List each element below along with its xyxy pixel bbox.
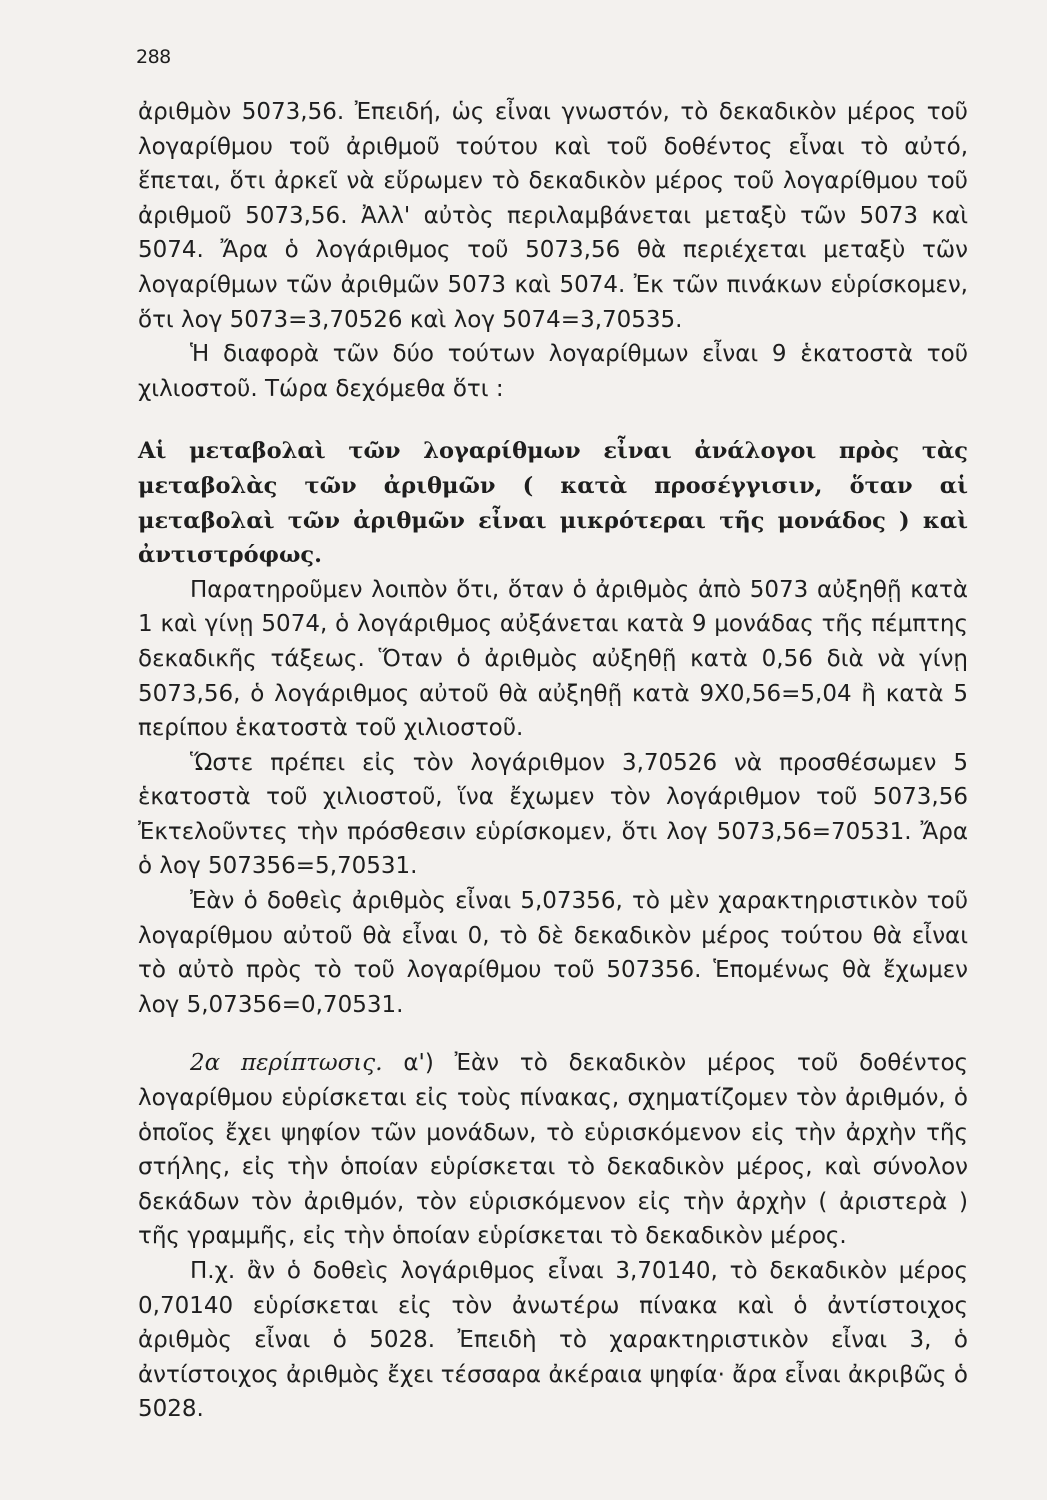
- page-number: 288: [136, 46, 171, 68]
- paragraph-characteristic: Ἐὰν ὁ δοθεὶς ἀριθμὸς εἶναι 5,07356, τὸ μὲν χαρακτηριστικὸν τοῦ λογαρίθμου αὐτοῦ θὰ εἶναι 0, τὸ δὲ δεκαδικὸν μέρος τούτου θὰ εἶναι τὸ αὐτὸ πρὸς τὸ τοῦ λογαρίθμου τοῦ 507356. Ἑπομένως θὰ ἔχωμεν λογ 5,07356=0,70531.: [138, 888, 968, 1018]
- paragraph-difference: Ἡ διαφορὰ τῶν δύο τούτων λογαρίθμων εἶναι 9 ἑκατοστὰ τοῦ χιλιοστοῦ. Τώρα δεχόμεθα ὅτι :: [138, 341, 968, 402]
- section-spacer: [138, 1022, 968, 1046]
- paragraph-observation: Παρατηροῦμεν λοιπὸν ὅτι, ὅταν ὁ ἀριθμὸς ἀπὸ 5073 αὐξηθῇ κατὰ 1 καὶ γίνῃ 5074, ὁ λογάριθμος αὐξάνεται κατὰ 9 μονάδας τῆς πέμπτης δεκαδικῆς τάξεως. Ὅταν ὁ ἀριθμὸς αὐξηθῇ κατὰ 0,56 διὰ νὰ γίνῃ 5073,56, ὁ λογάριθμος αὐτοῦ θὰ αὐξηθῇ κατὰ 9Χ0,56=5,04 ἢ κατὰ 5 περίπου ἑκατοστὰ τοῦ χιλιοστοῦ.: [138, 576, 968, 742]
- case-label: 2α περίπτωσις.: [190, 1050, 383, 1077]
- paragraph-example: Π.χ. ἂν ὁ δοθεὶς λογάριθμος εἶναι 3,70140, τὸ δεκαδικὸν μέρος 0,70140 εὑρίσκεται εἰς τὸν ἀνωτέρω πίνακα καὶ ὁ ἀντίστοιχος ἀριθμὸς εἶναι ὁ 5028. Ἐπειδὴ τὸ χαρακτηριστικὸν εἶναι 3, ὁ ἀντίστοιχος ἀριθμὸς ἔχει τέσσαρα ἀκέραια ψηφία· ἄρα εἶναι ἀκριβῶς ὁ 5028.: [138, 1258, 968, 1423]
- paragraph-continuation: ἀριθμὸν 5073,56. Ἐπειδή, ὡς εἶναι γνωστόν, τὸ δεκαδικὸν μέρος τοῦ λογαρίθμου τοῦ ἀριθμοῦ τούτου καὶ τοῦ δοθέντος εἶναι τὸ αὐτό, ἕπεται, ὅτι ἀρκεῖ νὰ εὕρωμεν τὸ δεκαδικὸν μέρος τοῦ λογαρίθμου τοῦ ἀριθμοῦ 5073,56. Ἀλλ' αὐτὸς περιλαμβάνεται μεταξὺ τῶν 5073 καὶ 5074. Ἄρα ὁ λογάριθμος τοῦ 5073,56 θὰ περιέχεται μεταξὺ τῶν λογαρίθμων τῶν ἀριθμῶν 5073 καὶ 5074. Ἐκ τῶν πινάκων εὑρίσκομεν, ὅτι λογ 5073=3,70526 καὶ λογ 5074=3,70535.: [138, 99, 968, 333]
- second-case-text: α') Ἐὰν τὸ δεκαδικὸν μέρος τοῦ δοθέντος λογαρίθμου εὑρίσκεται εἰς τοὺς πίνακας, σχηματίζομεν τὸν ἀριθμόν, ὁ ὁποῖος ἔχει ψηφίον τῶν μονάδων, τὸ εὑρισκόμενον εἰς τὴν ἀρχὴν τῆς στήλης, εἰς τὴν ὁποίαν εὑρίσκεται τὸ δεκαδικὸν μέρος, καὶ σύνολον δεκάδων τὸν ἀριθμόν, τὸν εὑρισκόμενον εἰς τὴν ἀρχὴν ( ἀριστερὰ ) τῆς γραμμῆς, εἰς τὴν ὁποίαν εὑρίσκεται τὸ δεκαδικὸν μέρος.: [138, 1050, 969, 1250]
- paragraph-second-case: [138, 1046, 968, 1254]
- paragraph-principle: Αἱ μεταβολαὶ τῶν λογαρίθμων εἶναι ἀνάλογοι πρὸς τὰς μεταβολὰς τῶν ἀριθμῶν ( κατὰ προσέγγισιν, ὅταν αἱ μεταβολαὶ τῶν ἀριθμῶν εἶναι μικρότεραι τῆς μονάδος ) καὶ ἀντιστρόφως.: [138, 438, 968, 569]
- paragraph-addition: Ὥστε πρέπει εἰς τὸν λογάριθμον 3,70526 νὰ προσθέσωμεν 5 ἑκατοστὰ τοῦ χιλιοστοῦ, ἵνα ἔχωμεν τὸν λογάριθμον τοῦ 5073,56 Ἐκτελοῦντες τὴν πρόσθεσιν εὑρίσκομεν, ὅτι λογ 5073,56=70531. Ἄρα ὁ λογ 507356=5,70531.: [138, 749, 968, 880]
- page-text: [138, 95, 968, 1427]
